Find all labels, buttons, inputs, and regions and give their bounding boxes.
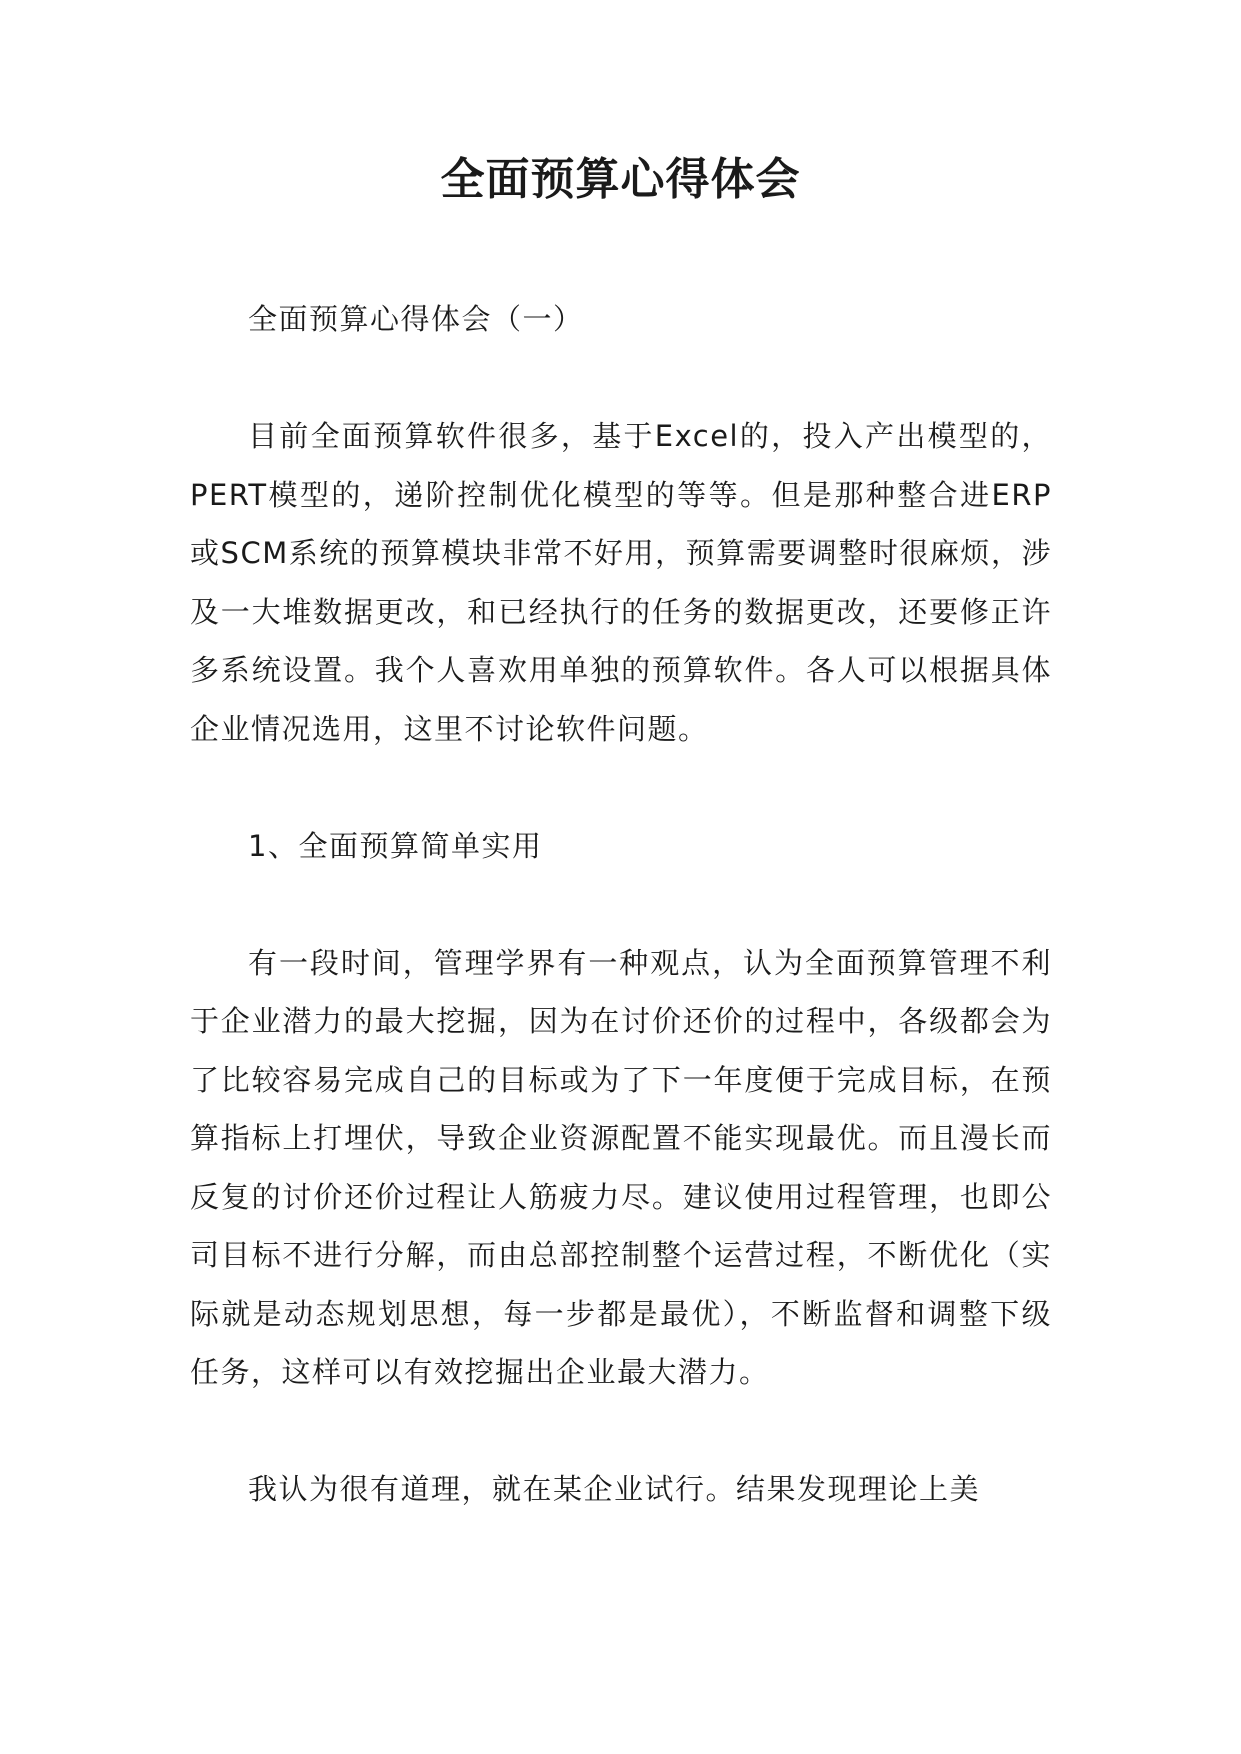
document-title: 全面预算心得体会 [440,154,801,205]
section-heading-one: 全面预算心得体会（一） [248,302,584,336]
paragraph-process-management: 有一段时间，管理学界有一种观点，认为全面预算管理不利于企业潜力的最大挖掘，因为在讨价还价的过程中，各级都会为了比较容易完成自己的目标或为了下一年度便于完成目标，在预算指标上打埋伏，导致企业资源配置不能实现最优。而且漫长而反复的讨价还价过程让人筋疲力尽。建议使用过程管理，也即公司目标不进行分解，而由总部控制整个运营过程，不断优化（实际就是动态规划思想，每一步都是最优），不断监督和调整下级任务，这样可以有效挖掘出企业最大潜力。 [190,945,1052,1389]
paragraph-trial-result: 我认为很有道理，就在某企业试行。结果发现理论上美 [248,1472,981,1506]
document-body [190,290,1052,1519]
paragraph-software-intro: 目前全面预算软件很多，基于Excel的，投入产出模型的，PERT模型的，递阶控制优化模型的等等。但是那种整合进ERP或SCM系统的预算模块非常不好用，预算需要调整时很麻烦，涉及一大堆数据更改，和已经执行的任务的数据更改，还要修正许多系统设置。我个人喜欢用单独的预算软件。各人可以根据具体企业情况选用，这里不讨论软件问题。 [190,419,1052,746]
section-heading-simple-practical: 1、全面预算简单实用 [248,828,543,863]
